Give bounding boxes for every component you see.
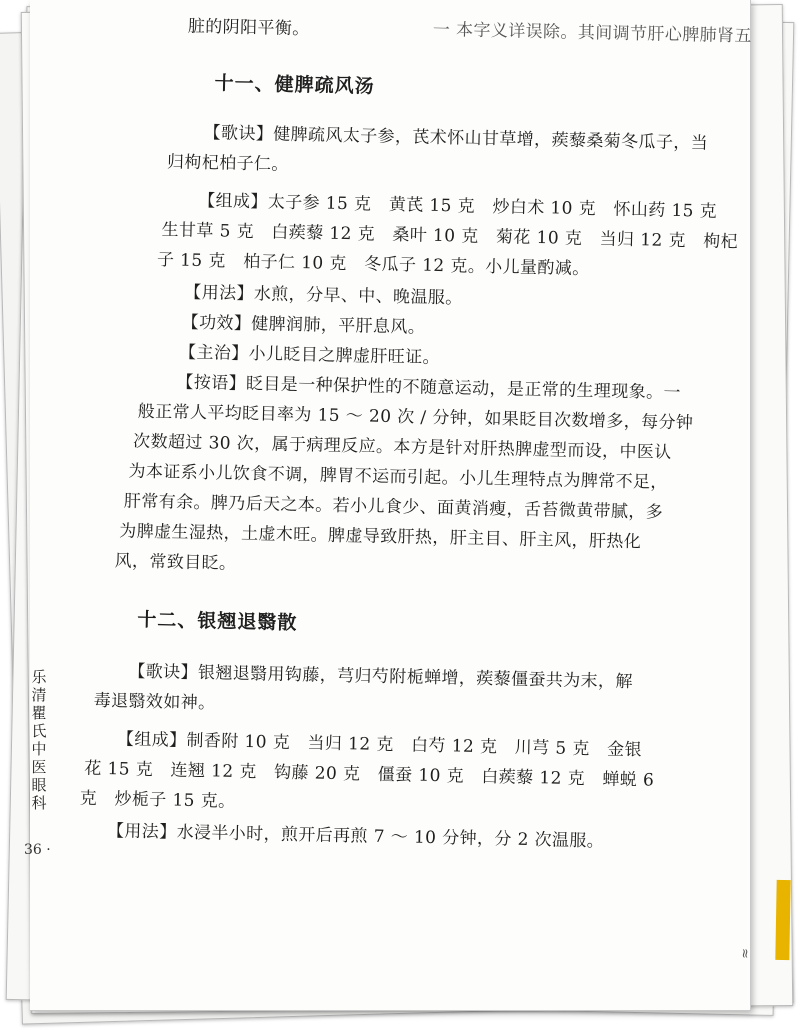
text-line: 次数超过 30 次，属于病理反应。本方是针对肝热脾虚型而设，中医认 [132, 431, 672, 463]
text-line: 【歌诀】健脾疏风太子参，芪术怀山甘草增，蒺藜桑菊冬瓜子，当 [203, 123, 709, 154]
top-line-1: 脏的阴阳平衡。 [187, 16, 310, 40]
back-book-yellow-edge [775, 880, 790, 960]
page-content [17, 0, 758, 1017]
text-line: 花 15 克 连翘 12 克 钩藤 20 克 僵蚕 10 克 白蒺藜 12 克 蝉蜕 6 [84, 758, 655, 791]
page-number: 36 · [24, 842, 51, 858]
section-heading-11: 十一、健脾疏风汤 [214, 72, 375, 98]
text-line: 【组成】太子参 15 克 黄芪 15 克 炒白术 10 克 怀山药 15 克 [198, 190, 718, 222]
text-line: 归枸杞柏子仁。 [166, 152, 290, 175]
book-side-title: 乐清瞿氏中医眼科 [31, 668, 47, 812]
text-line: 【主治】小儿眨目之脾虚肝旺证。 [178, 342, 441, 369]
top-line-2: 一 本字义详误除。其间调节肝心脾肺肾五 [432, 19, 753, 47]
text-line: 【按语】眨目是一种保护性的不随意运动，是正常的生理现象。一 [176, 372, 682, 404]
text-line: 风，常致目眨。 [114, 551, 237, 574]
text-line: 克 炒栀子 15 克。 [79, 788, 236, 812]
text-line: 【组成】制香附 10 克 当归 12 克 白芍 12 克 川芎 5 克 金银 [116, 729, 643, 761]
text-line: 【功效】健脾润肺，平肝息风。 [181, 312, 426, 338]
text-line: 子 15 克 柏子仁 10 克 冬瓜子 12 克。小儿量酌减。 [156, 250, 590, 280]
text-line: 【歌诀】银翘退翳用钩藤，芎归芍附栀蝉增，蒺藜僵蚕共为末，解 [128, 661, 634, 693]
text-line: 毒退翳效如神。 [93, 690, 216, 714]
text-line: 【用法】水煎，分早、中、晚温服。 [184, 282, 463, 309]
text-line: 生甘草 5 克 白蒺藜 12 克 桑叶 10 克 菊花 10 克 当归 12 克 枸杞 [161, 220, 739, 253]
text-line: 肝常有余。脾乃后天之本。若小儿食少、面黄消瘦，舌苔微黄带腻，多 [123, 491, 664, 523]
text-line: 为本证系小儿饮食不调，脾胃不运而引起。小儿生理特点为脾常不足， [128, 461, 669, 493]
text-line: 【用法】水浸半小时，煎开后再煎 7 ～ 10 分钟，分 2 次温服。 [106, 821, 605, 852]
text-line: 般正常人平均眨目率为 15 ～ 20 次 / 分钟，如果眨目次数增多，每分钟 [137, 401, 694, 434]
section-heading-12: 十二、银翘退翳散 [137, 608, 298, 635]
corner-mark: ≈ [737, 948, 752, 959]
book-page [24, 0, 753, 1011]
text-line: 为脾虚生湿热，土虚木旺。脾虚导致肝热，肝主目、肝主风，肝热化 [119, 521, 642, 553]
